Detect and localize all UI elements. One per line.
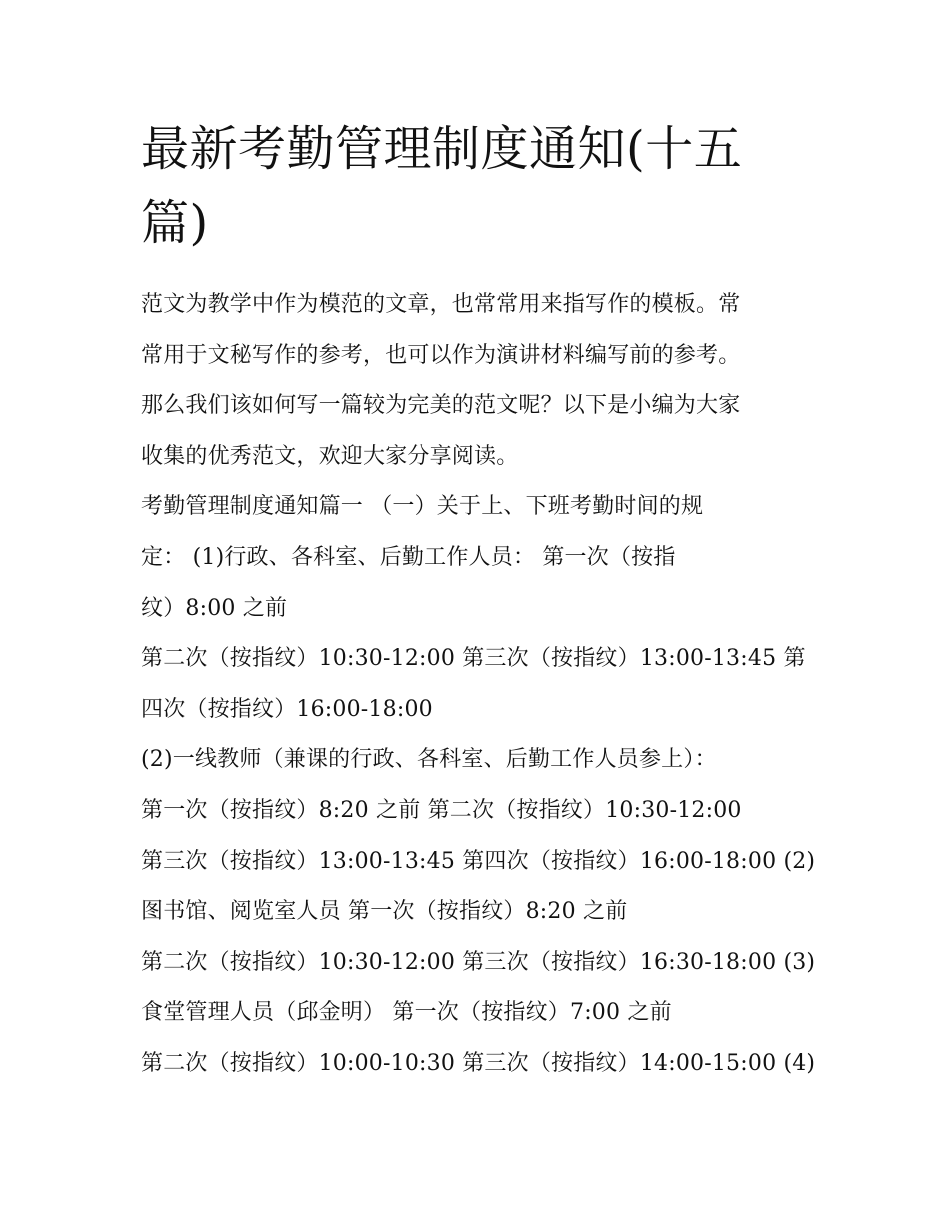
document-page	[141, 112, 821, 1090]
body-line: 考勤管理制度通知篇一 （一）关于上、下班考勤时间的规	[141, 494, 704, 520]
title-line-1: 最新考勤管理制度通知(十五	[141, 121, 743, 177]
body-line: 第三次（按指纹）13:00-13:45 第四次（按指纹）16:00-18:00 (2)	[141, 848, 816, 874]
document-title	[141, 112, 821, 260]
body-line: 范文为教学中作为模范的文章，也常常用来指写作的模板。常	[141, 292, 741, 317]
body-line: 第一次（按指纹）8:20 之前 第二次（按指纹）10:30-12:00	[141, 797, 742, 823]
document-body	[141, 280, 821, 1090]
body-line: 四次（按指纹）16:00-18:00	[141, 696, 433, 722]
body-line: 图书馆、阅览室人员 第一次（按指纹）8:20 之前	[141, 899, 628, 925]
body-line: 纹）8:00 之前	[141, 595, 288, 621]
body-line: 第二次（按指纹）10:00-10:30 第三次（按指纹）14:00-15:00 (4)	[141, 1050, 816, 1076]
body-line: 第二次（按指纹）10:30-12:00 第三次（按指纹）13:00-13:45 第	[141, 646, 806, 672]
body-line: 定： (1)行政、各科室、后勤工作人员： 第一次（按指	[141, 544, 676, 570]
body-line: (2)一线教师（兼课的行政、各科室、后勤工作人员参上）：	[141, 747, 717, 773]
body-line: 常用于文秘写作的参考，也可以作为演讲材料编写前的参考。	[141, 342, 741, 368]
title-line-2: 篇)	[141, 195, 209, 251]
body-line: 收集的优秀范文，欢迎大家分享阅读。	[141, 443, 519, 469]
body-line: 第二次（按指纹）10:30-12:00 第三次（按指纹）16:30-18:00 (3)	[141, 949, 816, 975]
body-line: 食堂管理人员（邱金明） 第一次（按指纹）7:00 之前	[141, 1000, 672, 1026]
body-line: 那么我们该如何写一篇较为完美的范文呢？以下是小编为大家	[141, 393, 741, 419]
